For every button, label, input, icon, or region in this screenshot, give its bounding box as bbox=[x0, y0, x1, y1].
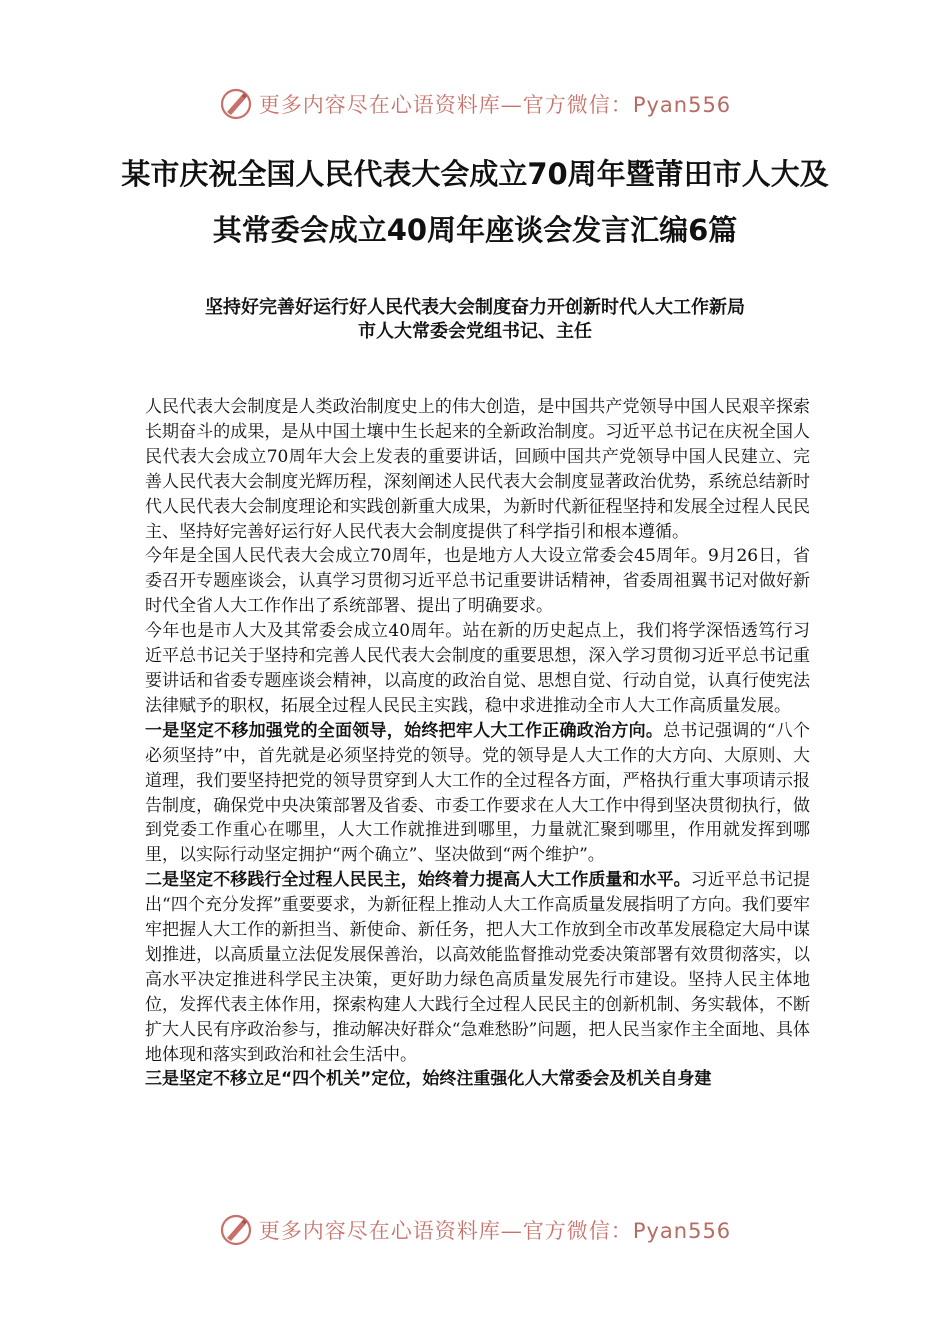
paragraph-lead: 一是坚定不移加强党的全面领导，始终把牢人大工作正确政治方向。 bbox=[145, 720, 664, 741]
writing-hand-logo-icon bbox=[219, 87, 253, 121]
paragraph: 二是坚定不移践行全过程人民民主，始终着力提高人大工作质量和水平。习近平总书记提出“四个充分发挥”重要要求，为新征程上推动人大工作高质量发展指明了方向。我们要牢牢把握人大工作的新担当、新使命、新任务，把人大工作放到全市改革发展稳定大局中谋划推进，以高质量立法促发展保善治，以高效能监督推动党委决策部署有效贯彻落实，以高水平决定推进科学民主决策，更好助力绿色高质量发展先行市建设。坚持人民主体地位，发挥代表主体作用，探索构建人大践行全过程人民民主的创新机制、务实载体，不断扩大人民有序政治参与，推动解决好群众“急难愁盼”问题，把人民当家作主全面地、具体地体现和落实到政治和社会生活中。 bbox=[145, 870, 811, 1065]
paragraph: 今年是全国人民代表大会成立70周年，也是地方人大设立常委会45周年。9月26日，省委召开专题座谈会，认真学习贯彻习近平总书记重要讲话精神，省委周祖翼书记对做好新时代全省人大工作作出了系统部署、提出了明确要求。 bbox=[145, 546, 810, 617]
document-title: 某市庆祝全国人民代表大会成立70周年暨莆田市人大及其常委会成立40周年座谈会发言汇编6篇 bbox=[121, 157, 829, 247]
speech-title: 坚持好完善好运行好人民代表大会制度奋力开创新时代人大工作新局 bbox=[205, 297, 745, 318]
paragraph-lead: 二是坚定不移践行全过程人民民主，始终着力提高人大工作质量和水平。 bbox=[145, 870, 691, 891]
wechat-id: Pyan556 bbox=[632, 93, 732, 117]
paragraph: 今年也是市人大及其常委会成立40周年。站在新的历史起点上，我们将学深悟透笃行习近平总书记关于坚持和完善人民代表大会制度的重要思想，深入学习贯彻习近平总书记重要讲话和省委专题座谈会精神，以高度的政治自觉、思想自觉、行动自觉，认真行使宪法法律赋予的职权，拓展全过程人民民主实践，稳中求进推动全市人大工作高质量发展。 bbox=[145, 621, 810, 716]
wechat-id: Pyan556 bbox=[632, 1219, 732, 1243]
paragraph-lead: 三是坚定不移立足“四个机关”定位，始终注重强化人大常委会及机关自身建 bbox=[145, 1069, 712, 1090]
paragraph: 一是坚定不移加强党的全面领导，始终把牢人大工作正确政治方向。总书记强调的“八个必须坚持”中，首先就是必须坚持党的领导。党的领导是人大工作的大方向、大原则、大道理，我们要坚持把党的领导贯穿到人大工作的全过程各方面，严格执行重大事项请示报告制度，确保党中央决策部署及省委、市委工作要求在人大工作中得到坚决贯彻执行，做到党委工作重心在哪里，人大工作就推进到哪里，力量就汇聚到哪里，作用就发挥到哪里，以实际行动坚定拥护“两个确立”、坚决做到“两个维护”。 bbox=[145, 720, 810, 866]
speaker-role: 市人大常委会党组书记、主任 bbox=[358, 321, 592, 342]
banner-text: 更多内容尽在心语资料库—官方微信：Pyan556 bbox=[258, 93, 732, 117]
document-body bbox=[145, 395, 810, 1092]
paragraph bbox=[145, 1067, 810, 1092]
header-banner bbox=[0, 84, 950, 124]
footer-banner bbox=[0, 1210, 950, 1250]
writing-hand-logo-icon bbox=[219, 1213, 253, 1247]
paragraph: 人民代表大会制度是人类政治制度史上的伟大创造，是中国共产党领导中国人民艰辛探索长期奋斗的成果，是从中国土壤中生长起来的全新政治制度。习近平总书记在庆祝全国人民代表大会成立70周年大会上发表的重要讲话，回顾中国共产党领导中国人民建立、完善人民代表大会制度光辉历程，深刻阐述人民代表大会制度显著政治优势，系统总结新时代人民代表大会制度理论和实践创新重大成果，为新时代新征程坚持和发展全过程人民民主、坚持好完善好运行好人民代表大会制度提供了科学指引和根本遵循。 bbox=[145, 397, 810, 542]
banner-text: 更多内容尽在心语资料库—官方微信：Pyan556 bbox=[258, 1219, 732, 1243]
